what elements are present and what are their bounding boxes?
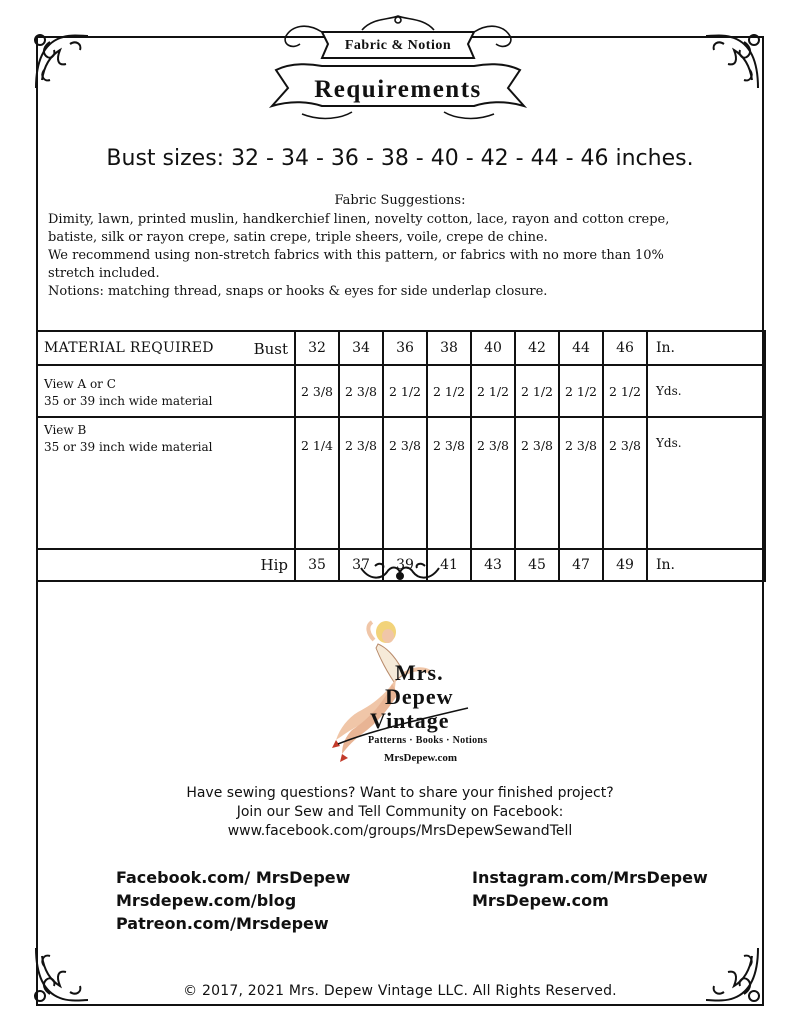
yardage-cell: 2 1/2 <box>603 365 647 417</box>
bust-size-cell: 34 <box>339 331 383 365</box>
hip-size-cell: 49 <box>603 549 647 581</box>
yardage-unit-cell: Yds. <box>647 365 765 417</box>
header-banner <box>262 10 534 128</box>
community-message <box>36 784 764 841</box>
yardage-cell: 2 1/2 <box>471 365 515 417</box>
hip-size-cell: 45 <box>515 549 559 581</box>
fabric-line: stretch included. <box>48 266 160 281</box>
bust-size-cell: 32 <box>295 331 339 365</box>
table-header-row <box>37 331 765 365</box>
yardage-cell: 2 3/8 <box>339 365 383 417</box>
table-title-cell <box>37 331 295 365</box>
patreon-link[interactable]: Patreon.com/Mrsdepew <box>116 914 329 933</box>
yardage-cell: 2 3/8 <box>427 417 471 549</box>
social-links-right <box>472 866 708 912</box>
hip-size-cell: 41 <box>427 549 471 581</box>
table-row <box>37 417 765 549</box>
table-title: MATERIAL REQUIRED <box>44 340 214 356</box>
corner-ornament-icon <box>700 30 764 94</box>
blog-link[interactable]: Mrsdepew.com/blog <box>116 891 297 910</box>
fabric-line: batiste, silk or rayon crepe, satin crepe, triple sheers, voile, crepe de chine. <box>48 230 548 245</box>
view-desc: 35 or 39 inch wide material <box>44 394 213 408</box>
yardage-cell: 2 3/8 <box>471 417 515 549</box>
bust-size-cell: 38 <box>427 331 471 365</box>
notions-line: Notions: matching thread, snaps or hooks & eyes for side underlap closure. <box>48 284 548 299</box>
fabric-line: Dimity, lawn, printed muslin, handkerchief linen, novelty cotton, lace, rayon and cotton crepe, <box>48 212 670 227</box>
fabric-suggestions-text <box>48 211 748 301</box>
yardage-unit-cell: Yds. <box>647 417 765 549</box>
logo-tagline: Patterns · Books · Notions <box>368 735 488 746</box>
community-link[interactable]: www.facebook.com/groups/MrsDepewSewandTell <box>227 823 573 839</box>
yardage-cell: 2 3/8 <box>515 417 559 549</box>
yardage-cell: 2 3/8 <box>603 417 647 549</box>
community-line: Have sewing questions? Want to share your finished project? <box>186 785 614 801</box>
hip-label-cell <box>37 549 295 581</box>
bust-size-cell: 42 <box>515 331 559 365</box>
yardage-cell: 2 3/8 <box>295 365 339 417</box>
website-link[interactable]: MrsDepew.com <box>472 891 609 910</box>
yardage-cell: 2 3/8 <box>383 417 427 549</box>
yardage-cell: 2 3/8 <box>339 417 383 549</box>
bust-size-cell: 40 <box>471 331 515 365</box>
bust-label: Bust <box>253 340 288 358</box>
hip-size-cell: 37 <box>339 549 383 581</box>
bust-unit-cell: In. <box>647 331 765 365</box>
view-name: View A or C <box>44 377 116 391</box>
yardage-cell: 2 1/2 <box>559 365 603 417</box>
material-requirements-table <box>36 330 766 582</box>
hip-size-cell: 39 <box>383 549 427 581</box>
yardage-cell: 2 1/2 <box>383 365 427 417</box>
table-row <box>37 365 765 417</box>
view-label-cell <box>37 417 295 549</box>
hip-size-cell: 35 <box>295 549 339 581</box>
view-name: View B <box>44 423 87 437</box>
bust-size-cell: 46 <box>603 331 647 365</box>
fabric-line: We recommend using non-stretch fabrics with this pattern, or fabrics with no more than 10% <box>48 248 664 263</box>
fabric-suggestions-heading: Fabric Suggestions: <box>334 193 466 208</box>
yardage-cell: 2 1/2 <box>427 365 471 417</box>
yardage-cell: 2 1/2 <box>515 365 559 417</box>
instagram-link[interactable]: Instagram.com/MrsDepew <box>472 868 708 887</box>
social-links-left <box>116 866 350 935</box>
banner-subtitle: Fabric & Notion <box>344 38 452 53</box>
logo-text: Mrs. <box>395 660 444 685</box>
bust-size-cell: 44 <box>559 331 603 365</box>
view-desc: 35 or 39 inch wide material <box>44 440 213 454</box>
logo-text: Vintage <box>370 708 450 733</box>
facebook-link[interactable]: Facebook.com/ MrsDepew <box>116 868 351 887</box>
banner-scroll-icon <box>262 10 534 128</box>
bust-sizes-heading: Bust sizes: 32 - 34 - 36 - 38 - 40 - 42 - 44 - 46 inches. <box>106 146 694 171</box>
page-title: Requirements <box>314 76 482 103</box>
yardage-cell: 2 1/4 <box>295 417 339 549</box>
corner-ornament-icon <box>30 30 94 94</box>
flourish-divider-icon <box>357 558 443 584</box>
hip-size-cell: 47 <box>559 549 603 581</box>
hip-label: Hip <box>260 556 288 574</box>
bust-size-cell: 36 <box>383 331 427 365</box>
logo-site: MrsDepew.com <box>384 752 458 764</box>
hip-unit-cell: In. <box>647 549 765 581</box>
copyright-notice: © 2017, 2021 Mrs. Depew Vintage LLC. All Rights Reserved. <box>183 983 617 999</box>
community-line: Join our Sew and Tell Community on Facebook: <box>236 804 564 820</box>
view-label-cell <box>37 365 295 417</box>
logo-text: Depew <box>385 684 454 709</box>
yardage-cell: 2 3/8 <box>559 417 603 549</box>
hip-size-cell: 43 <box>471 549 515 581</box>
